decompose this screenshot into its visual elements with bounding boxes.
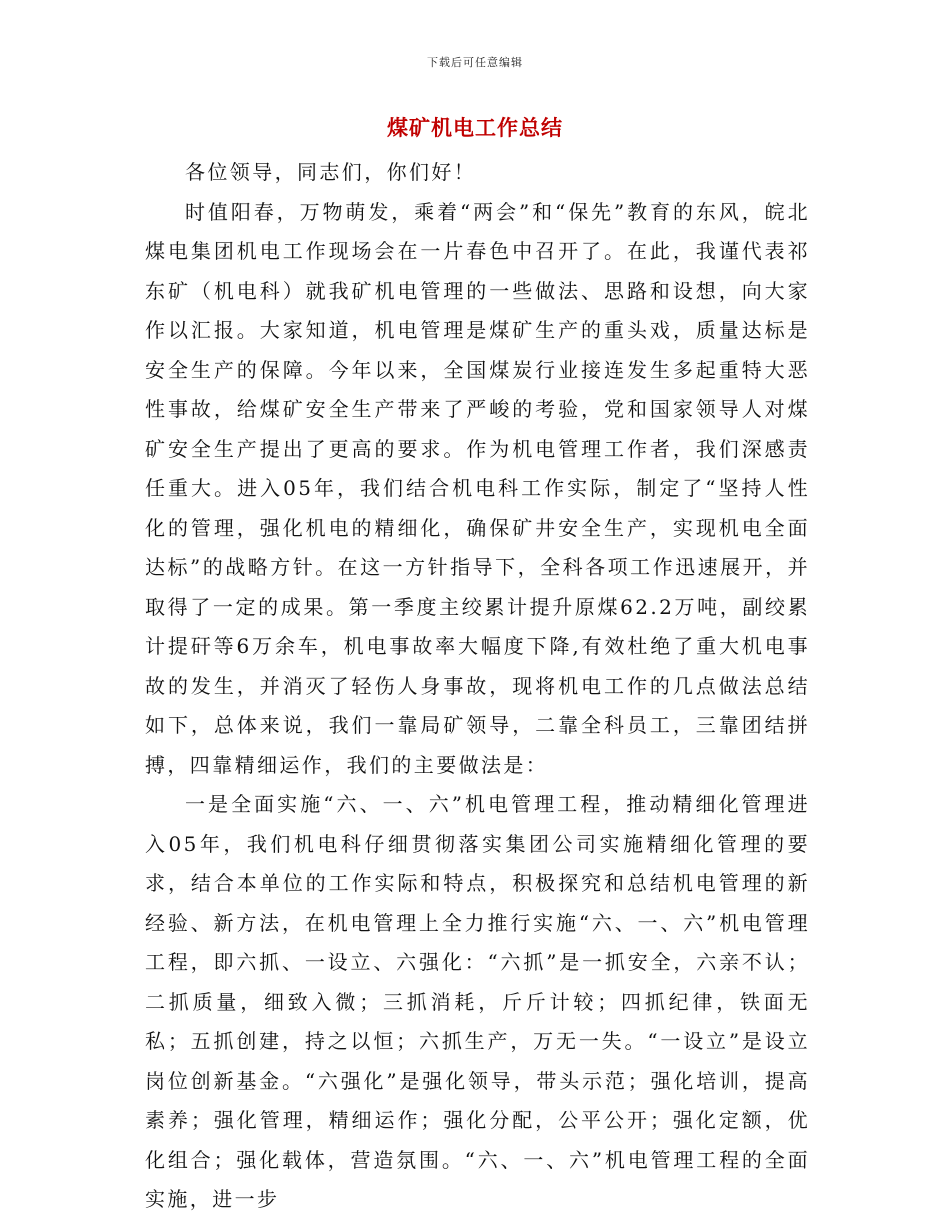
document-title: 煤矿机电工作总结 <box>387 115 563 140</box>
paragraph-greeting: 各位领导，同志们，你们好！ <box>185 160 477 184</box>
paragraph-introduction: 时值阳春，万物萌发，乘着“两会”和“保先”教育的东风，皖北煤电集团机电工作现场会在一片春色中召开了。在此，我谨代表祁东矿（机电科）就我矿机电管理的一些做法、思路和设想，向大家作以汇报。大家知道，机电管理是煤矿生产的重头戏，质量达标是安全生产的保障。今年以来，全国煤炭行业接连发生多起重特大恶性事故，给煤矿安全生产带来了严峻的考验，党和国家领导人对煤矿安全生产提出了更高的要求。作为机电管理工作者，我们深感责任重大。进入05年，我们结合机电科工作实际，制定了“坚持人性化的管理，强化机电的精细化，确保矿井安全生产，实现机电全面达标”的战略方针。在这一方针指导下，全科各项工作迅速展开，并取得了一定的成果。第一季度主绞累计提升原煤62.2万吨，副绞累计提矸等6万余车，机电事故率大幅度下降,有效杜绝了重大机电事故的发生，并消灭了轻伤人身事故，现将机电工作的几点做法总结如下，总体来说，我们一靠局矿领导，二靠全科员工，三靠团结拼搏，四靠精细运作，我们的主要做法是： <box>145 199 810 777</box>
page-header: 下载后可任意编辑 <box>427 56 523 69</box>
paragraph-first-measure: 一是全面实施“六、一、六”机电管理工程，推动精细化管理进入05年，我们机电科仔细贯彻落实集团公司实施精细化管理的要求，结合本单位的工作实际和特点，积极探究和总结机电管理的新经验、新方法，在机电管理上全力推行实施“六、一、六”机电管理工程，即六抓、一设立、六强化：“六抓”是一抓安全，六亲不认；二抓质量，细致入微；三抓消耗，斤斤计较；四抓纪律，铁面无私；五抓创建，持之以恒；六抓生产，万无一失。“一设立”是设立岗位创新基金。“六强化”是强化领导，带头示范；强化培训，提高素养；强化管理，精细运作；强化分配，公平公开；强化定额，优化组合；强化载体，营造氛围。“六、一、六”机电管理工程的全面实施，进一步 <box>145 792 810 1211</box>
document-body <box>145 153 810 1220</box>
